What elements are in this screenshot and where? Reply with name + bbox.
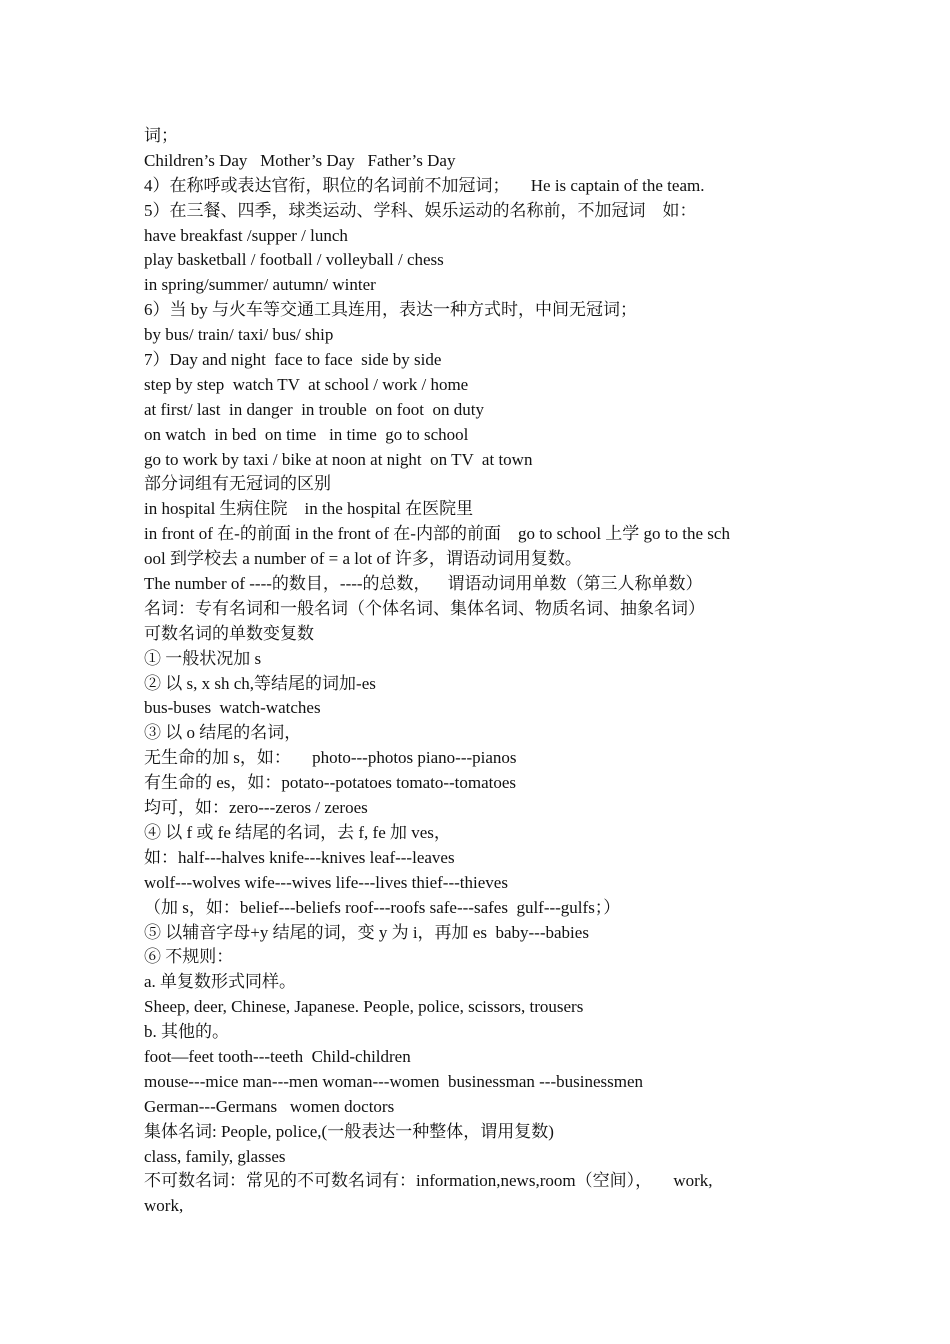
text-line: a. 单复数形式同样。	[144, 972, 297, 992]
text-line: on watch in bed on time in time go to school	[144, 424, 469, 444]
text-line: ① 一般状况加 s	[144, 648, 262, 668]
text-line: in front of 在-的前面 in the front of 在-内部的前面 go to school 上学 go to the sch	[144, 524, 730, 544]
text-line: Sheep, deer, Chinese, Japanese. People, police, scissors, trousers	[144, 997, 584, 1017]
section-heading: 可数名词的单数变复数	[144, 623, 314, 643]
text-line: The number of ----的数目，----的总数， 谓语动词用单数（第三人称单数）	[144, 574, 703, 594]
text-line: ⑤ 以辅音字母+y 结尾的词，变 y 为 i，再加 es baby---babies	[144, 922, 589, 942]
text-line: ③ 以 o 结尾的名词，	[144, 723, 302, 743]
text-line: 不可数名词：常见的不可数名词有：information,news,room（空间）， work,	[144, 1171, 713, 1191]
text-line: 词；	[144, 126, 178, 145]
text-line: foot—feet tooth---teeth Child-children	[144, 1046, 411, 1066]
text-line: go to work by taxi / bike at noon at night on TV at town	[144, 449, 533, 469]
text-line: b. 其他的。	[144, 1022, 229, 1042]
text-line: in spring/summer/ autumn/ winter	[144, 275, 376, 295]
text-line: mouse---mice man---men woman---women businessman ---businessmen	[144, 1071, 644, 1091]
text-line: 有生命的 es，如：potato--potatoes tomato--tomatoes	[144, 773, 517, 793]
text-line: work,	[144, 1196, 184, 1216]
section-heading: 部分词组有无冠词的区别	[144, 474, 331, 494]
text-line: 均可，如：zero---zeros / zeroes	[144, 798, 368, 818]
text-line: by bus/ train/ taxi/ bus/ ship	[144, 325, 334, 345]
text-line: step by step watch TV at school / work / home	[144, 374, 469, 394]
text-line: ② 以 s, x sh ch,等结尾的词加-es	[144, 673, 376, 693]
text-line: 6）当 by 与火车等交通工具连用，表达一种方式时，中间无冠词；	[144, 300, 637, 320]
text-line: play basketball / football / volleyball / chess	[144, 250, 444, 270]
text-line: 如：half---halves knife---knives leaf---leaves	[144, 847, 455, 867]
text-line: have breakfast /supper / lunch	[144, 225, 348, 245]
text-line: ool 到学校去 a number of = a lot of 许多，谓语动词用复数。	[144, 549, 582, 569]
text-line: 7）Day and night face to face side by side	[144, 350, 442, 370]
text-line: 集体名词: People, police,(一般表达一种整体，谓用复数)	[144, 1121, 554, 1141]
text-line: in hospital 生病住院 in the hospital 在医院里	[144, 499, 474, 519]
text-line: （加 s，如：belief---beliefs roof---roofs safe---safes gulf---gulfs；）	[144, 897, 621, 917]
section-heading: 名词：专有名词和一般名词（个体名词、集体名词、物质名词、抽象名词）	[144, 598, 705, 618]
text-line: German---Germans women doctors	[144, 1096, 395, 1116]
text-line: 5）在三餐、四季，球类运动、学科、娱乐运动的名称前，不加冠词 如：	[144, 200, 697, 220]
text-line: 无生命的加 s，如： photo---photos piano---pianos	[144, 748, 517, 768]
text-line: ⑥ 不规则：	[144, 947, 234, 967]
text-line: ④ 以 f 或 fe 结尾的名词，去 f, fe 加 ves，	[144, 822, 451, 842]
text-line: wolf---wolves wife---wives life---lives thief---thieves	[144, 872, 508, 892]
text-line: class, family, glasses	[144, 1146, 286, 1166]
text-line: at first/ last in danger in trouble on foot on duty	[144, 399, 484, 419]
document-body	[144, 124, 816, 1219]
text-line: 4）在称呼或表达官衔，职位的名词前不加冠词； He is captain of the team.	[144, 175, 705, 195]
text-line: Children’s Day Mother’s Day Father’s Day	[144, 150, 456, 170]
text-line: bus-buses watch-watches	[144, 698, 321, 718]
